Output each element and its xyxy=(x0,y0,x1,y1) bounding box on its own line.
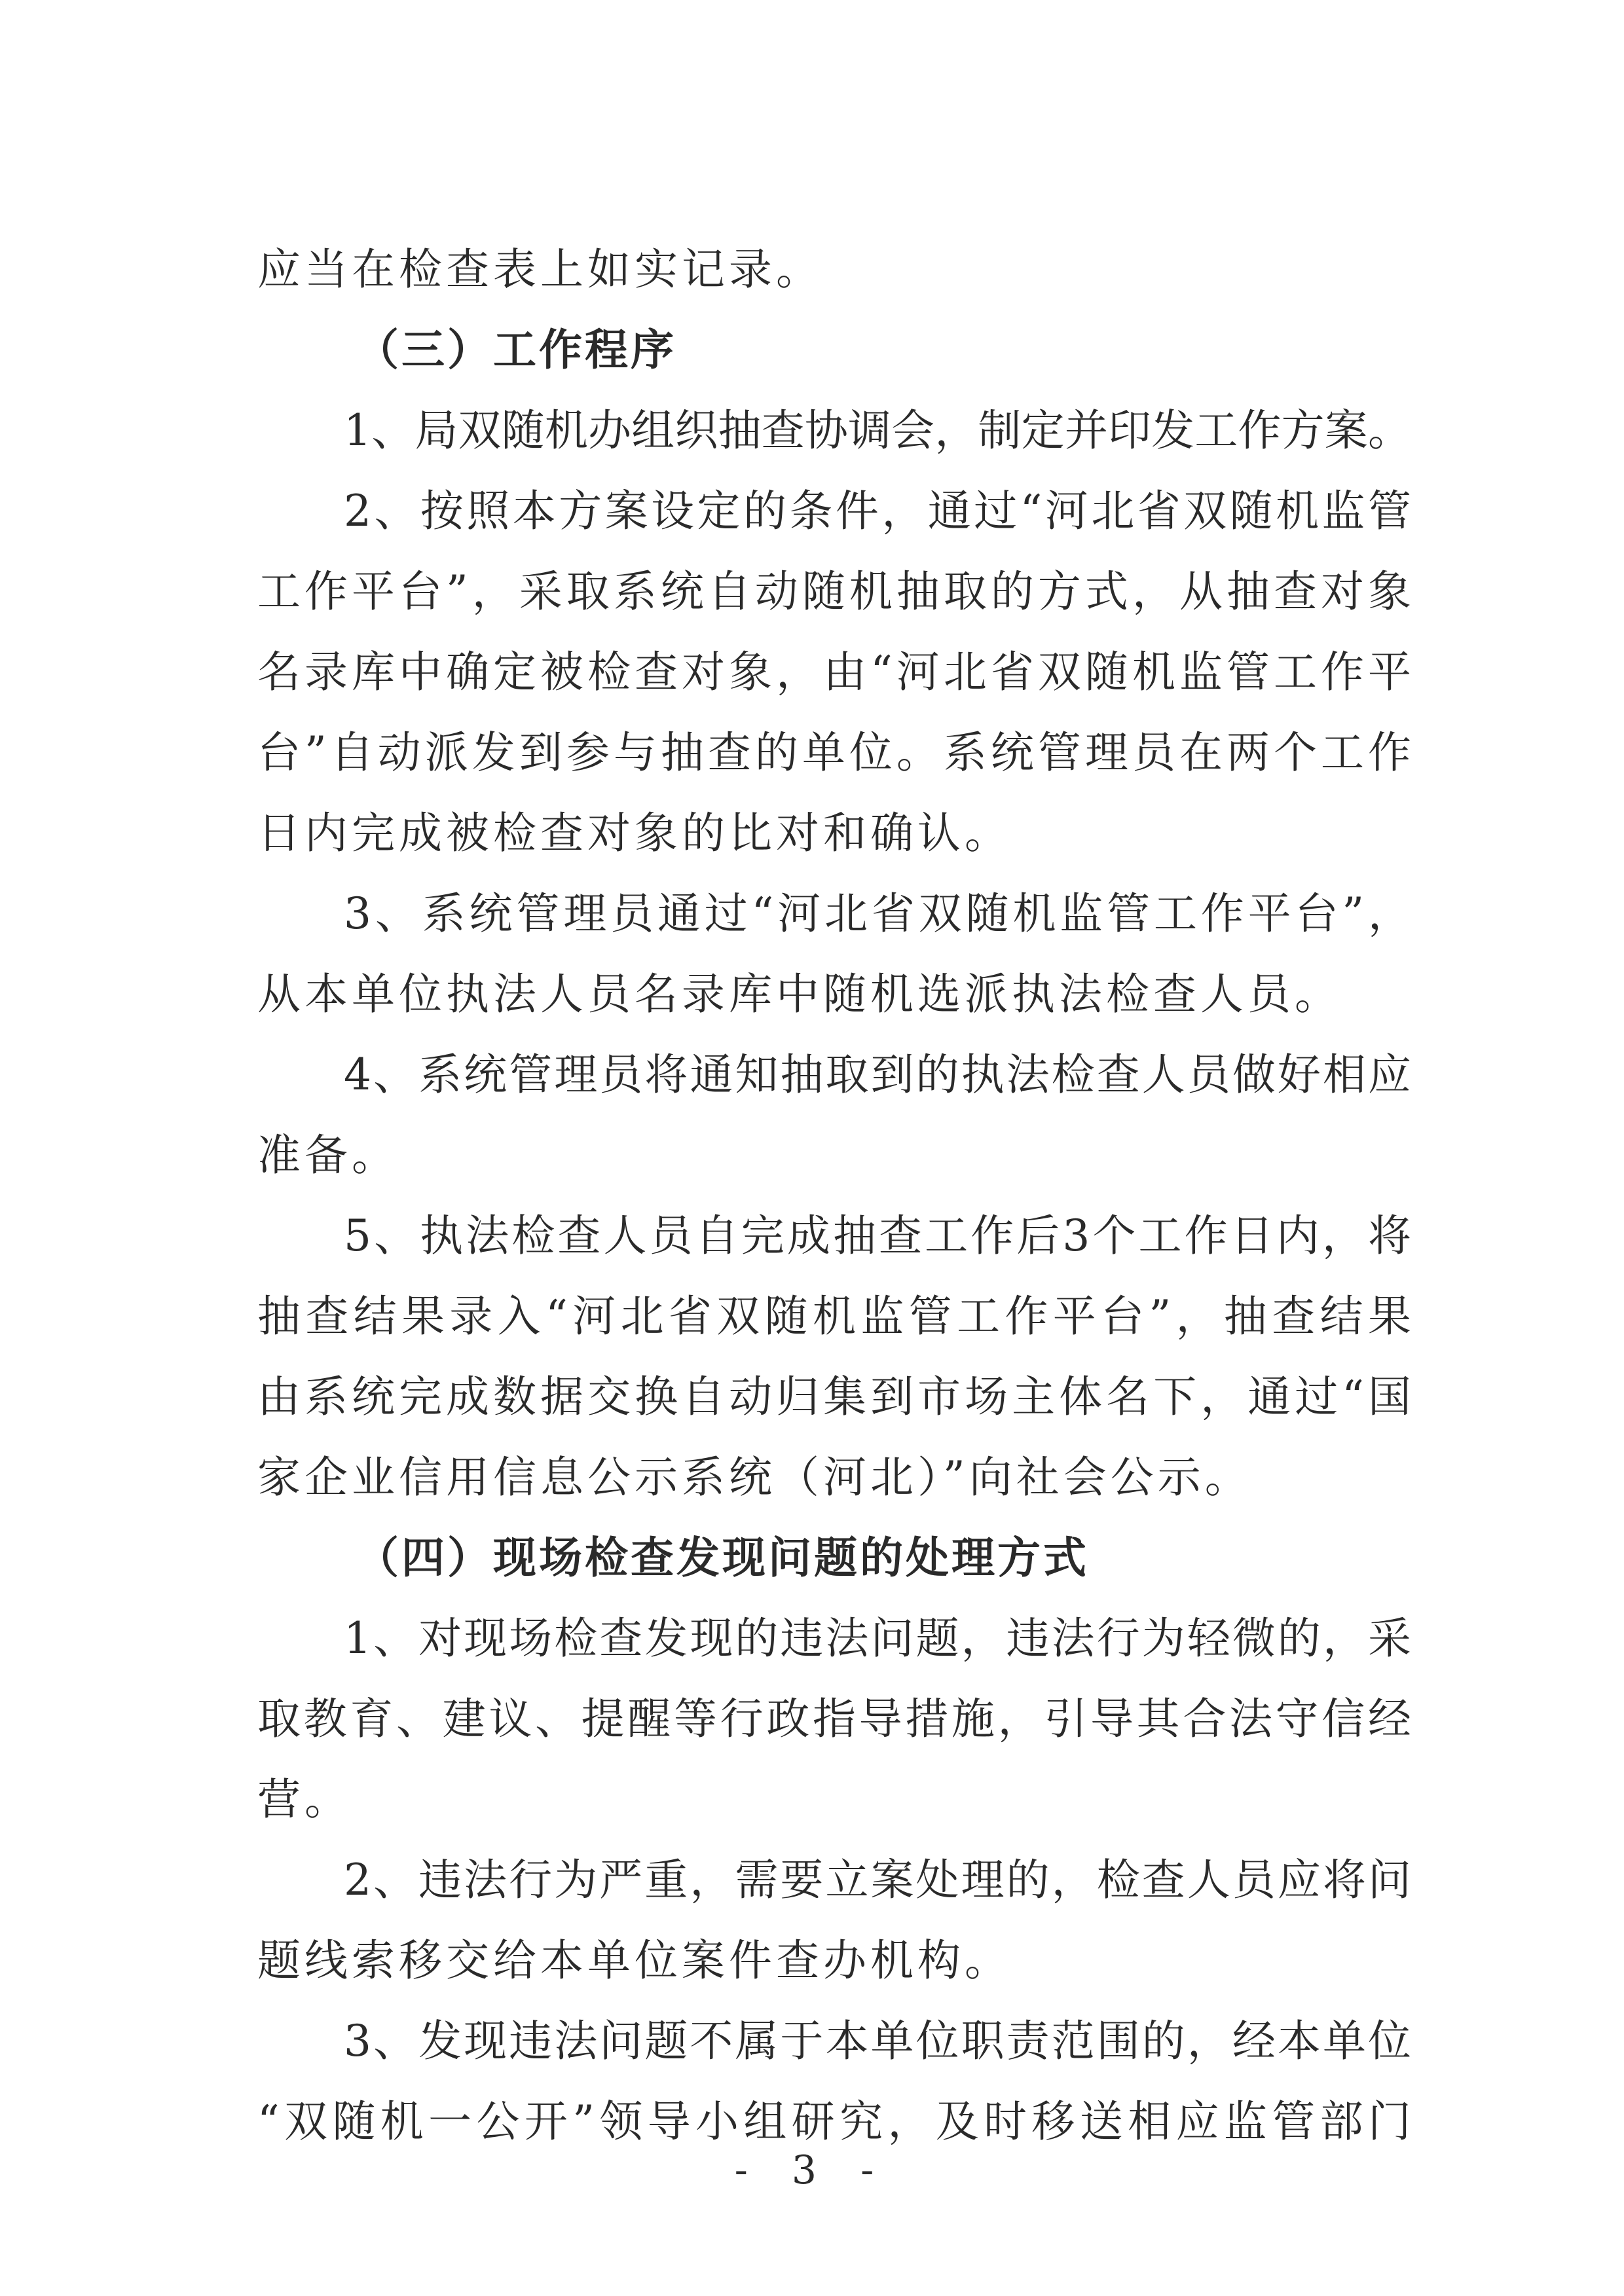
body-line: 由系统完成数据交换自动归集到市场主体名下，通过“国 xyxy=(257,1372,1411,1422)
body-line: 1、局双随机办组织抽查协调会，制定并印发工作方案。 xyxy=(344,405,1411,456)
body-line: 3、发现违法问题不属于本单位职责范围的，经本单位 xyxy=(344,2016,1411,2066)
body-line: 工作平台”，采取系统自动随机抽取的方式，从抽查对象 xyxy=(257,566,1411,617)
document-body xyxy=(257,229,1411,2162)
body-line: 抽查结果录入“河北省双随机监管工作平台”，抽查结果 xyxy=(257,1291,1411,1341)
page-number: - 3 - xyxy=(734,2147,890,2193)
body-line: 日内完成被检查对象的比对和确认。 xyxy=(257,808,1012,858)
body-line: 准备。 xyxy=(257,1130,399,1180)
body-line: 1、对现场检查发现的违法问题，违法行为轻微的，采 xyxy=(344,1613,1411,1664)
body-line: 4、系统管理员将通知抽取到的执法检查人员做好相应 xyxy=(344,1049,1411,1100)
body-line: “双随机一公开”领导小组研究，及时移送相应监管部门 xyxy=(257,2096,1411,2147)
body-line: 题线索移交给本单位案件查办机构。 xyxy=(257,1935,1012,1986)
section-heading: （四）现场检查发现问题的处理方式 xyxy=(356,1533,1089,1583)
body-line: 名录库中确定被检查对象，由“河北省双随机监管工作平 xyxy=(257,647,1411,697)
body-line: 3、系统管理员通过“河北省双随机监管工作平台”， xyxy=(344,888,1411,939)
body-line: 从本单位执法人员名录库中随机选派执法检查人员。 xyxy=(257,969,1342,1019)
body-line: 2、按照本方案设定的条件，通过“河北省双随机监管 xyxy=(344,486,1411,536)
body-line: 5、执法检查人员自完成抽查工作后3个工作日内，将 xyxy=(344,1211,1411,1261)
body-line: 取教育、建议、提醒等行政指导措施，引导其合法守信经 xyxy=(257,1694,1411,1744)
body-line: 2、违法行为严重，需要立案处理的，检查人员应将问 xyxy=(344,1855,1411,1905)
body-line: 台”自动派发到参与抽查的单位。系统管理员在两个工作 xyxy=(257,727,1411,778)
section-heading: （三）工作程序 xyxy=(356,325,676,375)
body-line: 营。 xyxy=(257,1774,352,1825)
body-line: 应当在检查表上如实记录。 xyxy=(257,244,823,295)
body-line: 家企业信用信息公示系统（河北）”向社会公示。 xyxy=(257,1452,1252,1503)
